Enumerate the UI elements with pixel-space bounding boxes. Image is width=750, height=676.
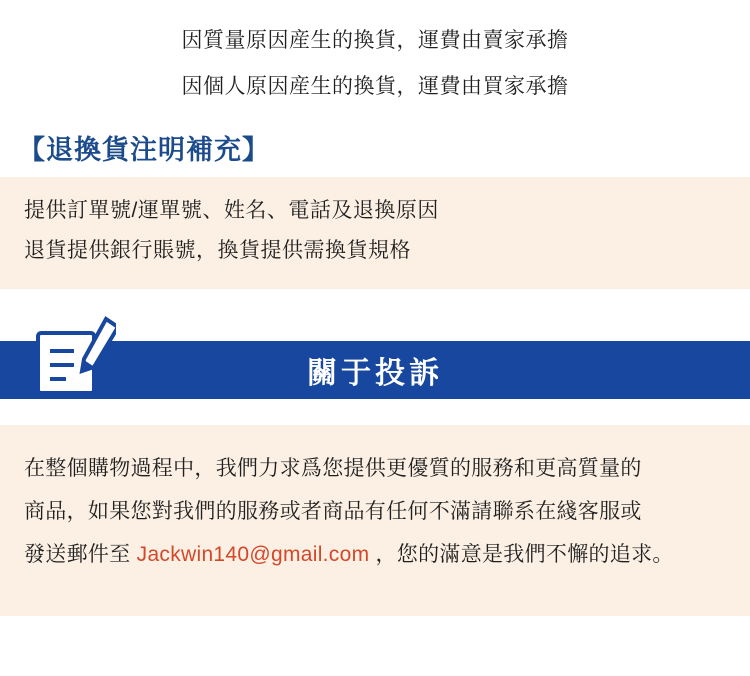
section-heading: 【退換貨注明補充】 [18, 135, 270, 165]
complaint-line-2: 商品，如果您對我們的服務或者商品有任何不滿請聯系在綫客服或 [24, 500, 642, 523]
complaint-banner [0, 341, 750, 403]
section-note-line: 提供訂單號/運單號、姓名、電話及退換原因 [24, 199, 439, 222]
support-email-link[interactable]: Jackwin140@gmail.com [136, 543, 370, 566]
banner-title: 關于投訴 [307, 357, 443, 390]
complaint-line-3-after: ，您的滿意是我們不懈的追求。 [369, 543, 674, 566]
complaint-line-3 [0, 533, 750, 576]
complaint-line-1: 在整個購物過程中，我們力求爲您提供更優質的服務和更高質量的 [24, 457, 642, 480]
top-notes [0, 0, 750, 110]
section-note-line: 退貨提供銀行賬號，換貨提供需換貨規格 [24, 239, 411, 262]
complaint-line-3-before: 發送郵件至 [24, 543, 137, 566]
section-note-box [0, 177, 750, 289]
complaint-text-box [0, 425, 750, 616]
top-note-line: 因個人原因産生的換貨，運費由買家承擔 [181, 75, 569, 98]
top-note-line: 因質量原因産生的換貨，運費由賣家承擔 [181, 29, 569, 52]
pencil-document-icon [34, 313, 116, 397]
